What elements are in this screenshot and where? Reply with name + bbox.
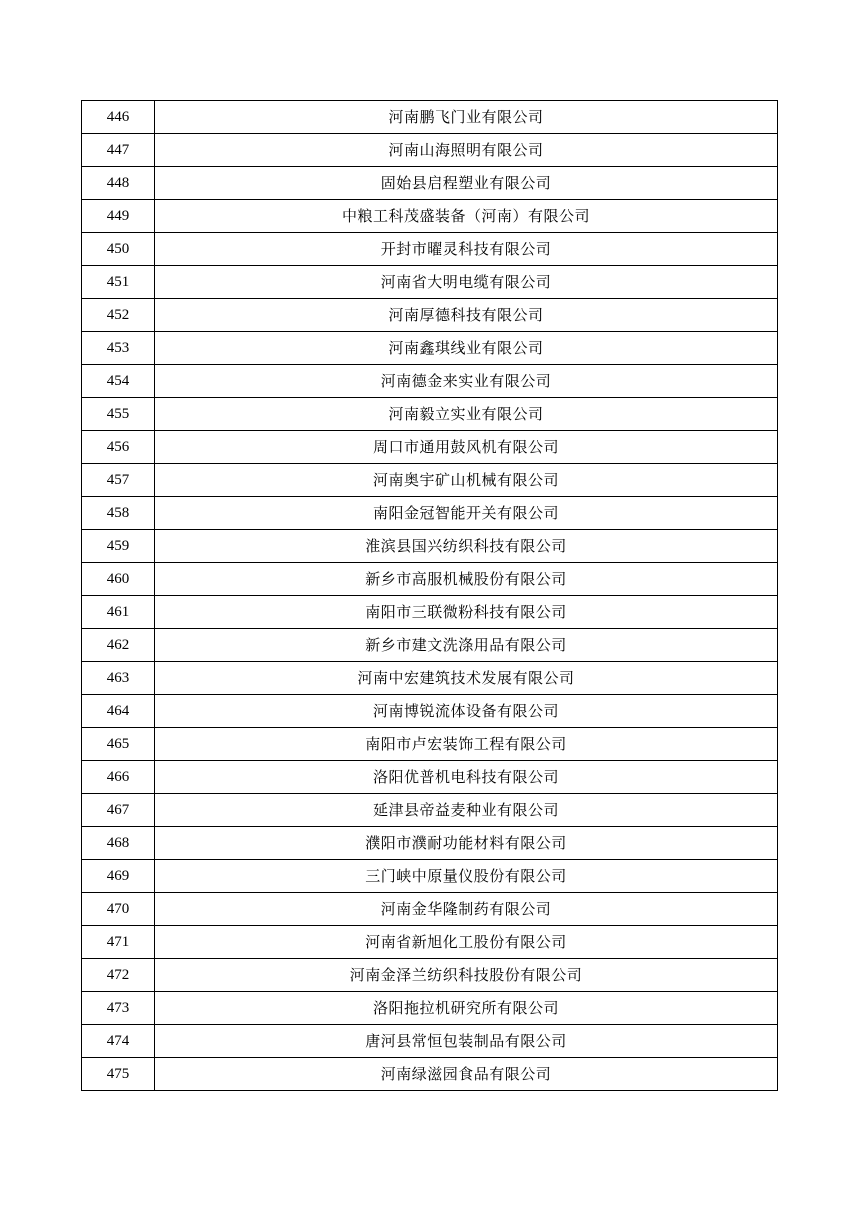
company-name-cell: 开封市曜灵科技有限公司 bbox=[155, 233, 778, 266]
row-number-cell: 465 bbox=[82, 728, 155, 761]
company-name-cell: 河南省新旭化工股份有限公司 bbox=[155, 926, 778, 959]
table-row bbox=[82, 497, 778, 530]
company-name-cell: 新乡市高服机械股份有限公司 bbox=[155, 563, 778, 596]
company-name-cell: 河南博锐流体设备有限公司 bbox=[155, 695, 778, 728]
row-number-cell: 453 bbox=[82, 332, 155, 365]
company-name-cell: 淮滨县国兴纺织科技有限公司 bbox=[155, 530, 778, 563]
row-number-cell: 467 bbox=[82, 794, 155, 827]
company-name-cell: 固始县启程塑业有限公司 bbox=[155, 167, 778, 200]
row-number-cell: 463 bbox=[82, 662, 155, 695]
company-name-cell: 河南绿滋园食品有限公司 bbox=[155, 1058, 778, 1091]
table-row bbox=[82, 398, 778, 431]
row-number-cell: 472 bbox=[82, 959, 155, 992]
company-name-cell: 河南德金来实业有限公司 bbox=[155, 365, 778, 398]
table-row bbox=[82, 860, 778, 893]
row-number-cell: 456 bbox=[82, 431, 155, 464]
row-number-cell: 464 bbox=[82, 695, 155, 728]
table-row bbox=[82, 629, 778, 662]
table-row bbox=[82, 365, 778, 398]
table-row bbox=[82, 233, 778, 266]
company-name-cell: 周口市通用鼓风机有限公司 bbox=[155, 431, 778, 464]
table-row bbox=[82, 530, 778, 563]
company-name-cell: 濮阳市濮耐功能材料有限公司 bbox=[155, 827, 778, 860]
table-row bbox=[82, 101, 778, 134]
company-name-cell: 新乡市建文洗涤用品有限公司 bbox=[155, 629, 778, 662]
table-row bbox=[82, 563, 778, 596]
row-number-cell: 450 bbox=[82, 233, 155, 266]
table-row bbox=[82, 299, 778, 332]
row-number-cell: 448 bbox=[82, 167, 155, 200]
table-row bbox=[82, 134, 778, 167]
table-row bbox=[82, 266, 778, 299]
row-number-cell: 474 bbox=[82, 1025, 155, 1058]
company-name-cell: 洛阳拖拉机研究所有限公司 bbox=[155, 992, 778, 1025]
table-row bbox=[82, 728, 778, 761]
row-number-cell: 455 bbox=[82, 398, 155, 431]
table-row bbox=[82, 992, 778, 1025]
row-number-cell: 446 bbox=[82, 101, 155, 134]
row-number-cell: 452 bbox=[82, 299, 155, 332]
company-name-cell: 唐河县常恒包装制品有限公司 bbox=[155, 1025, 778, 1058]
row-number-cell: 470 bbox=[82, 893, 155, 926]
company-name-cell: 河南山海照明有限公司 bbox=[155, 134, 778, 167]
table-row bbox=[82, 761, 778, 794]
company-name-cell: 河南中宏建筑技术发展有限公司 bbox=[155, 662, 778, 695]
company-name-cell: 南阳市三联微粉科技有限公司 bbox=[155, 596, 778, 629]
table-row bbox=[82, 596, 778, 629]
table-row bbox=[82, 1058, 778, 1091]
company-name-cell: 洛阳优普机电科技有限公司 bbox=[155, 761, 778, 794]
company-name-cell: 延津县帝益麦种业有限公司 bbox=[155, 794, 778, 827]
company-list-table bbox=[81, 100, 778, 1091]
table-row bbox=[82, 464, 778, 497]
company-name-cell: 河南金泽兰纺织科技股份有限公司 bbox=[155, 959, 778, 992]
row-number-cell: 454 bbox=[82, 365, 155, 398]
company-name-cell: 南阳金冠智能开关有限公司 bbox=[155, 497, 778, 530]
row-number-cell: 451 bbox=[82, 266, 155, 299]
row-number-cell: 449 bbox=[82, 200, 155, 233]
row-number-cell: 459 bbox=[82, 530, 155, 563]
company-name-cell: 河南厚德科技有限公司 bbox=[155, 299, 778, 332]
table-row bbox=[82, 167, 778, 200]
row-number-cell: 462 bbox=[82, 629, 155, 662]
row-number-cell: 475 bbox=[82, 1058, 155, 1091]
table-row bbox=[82, 893, 778, 926]
table-row bbox=[82, 662, 778, 695]
row-number-cell: 471 bbox=[82, 926, 155, 959]
table-body bbox=[82, 101, 778, 1091]
company-name-cell: 中粮工科茂盛装备（河南）有限公司 bbox=[155, 200, 778, 233]
table-row bbox=[82, 794, 778, 827]
row-number-cell: 469 bbox=[82, 860, 155, 893]
company-name-cell: 三门峡中原量仪股份有限公司 bbox=[155, 860, 778, 893]
table-row bbox=[82, 1025, 778, 1058]
company-name-cell: 河南鹏飞门业有限公司 bbox=[155, 101, 778, 134]
row-number-cell: 461 bbox=[82, 596, 155, 629]
row-number-cell: 458 bbox=[82, 497, 155, 530]
company-name-cell: 河南鑫琪线业有限公司 bbox=[155, 332, 778, 365]
row-number-cell: 466 bbox=[82, 761, 155, 794]
company-name-cell: 河南金华隆制药有限公司 bbox=[155, 893, 778, 926]
company-name-cell: 河南毅立实业有限公司 bbox=[155, 398, 778, 431]
row-number-cell: 473 bbox=[82, 992, 155, 1025]
table-row bbox=[82, 200, 778, 233]
row-number-cell: 447 bbox=[82, 134, 155, 167]
company-name-cell: 河南奥宇矿山机械有限公司 bbox=[155, 464, 778, 497]
table-row bbox=[82, 695, 778, 728]
table-row bbox=[82, 959, 778, 992]
row-number-cell: 460 bbox=[82, 563, 155, 596]
table-row bbox=[82, 926, 778, 959]
table-row bbox=[82, 332, 778, 365]
table-row bbox=[82, 827, 778, 860]
row-number-cell: 468 bbox=[82, 827, 155, 860]
company-name-cell: 河南省大明电缆有限公司 bbox=[155, 266, 778, 299]
row-number-cell: 457 bbox=[82, 464, 155, 497]
company-name-cell: 南阳市卢宏装饰工程有限公司 bbox=[155, 728, 778, 761]
table-row bbox=[82, 431, 778, 464]
